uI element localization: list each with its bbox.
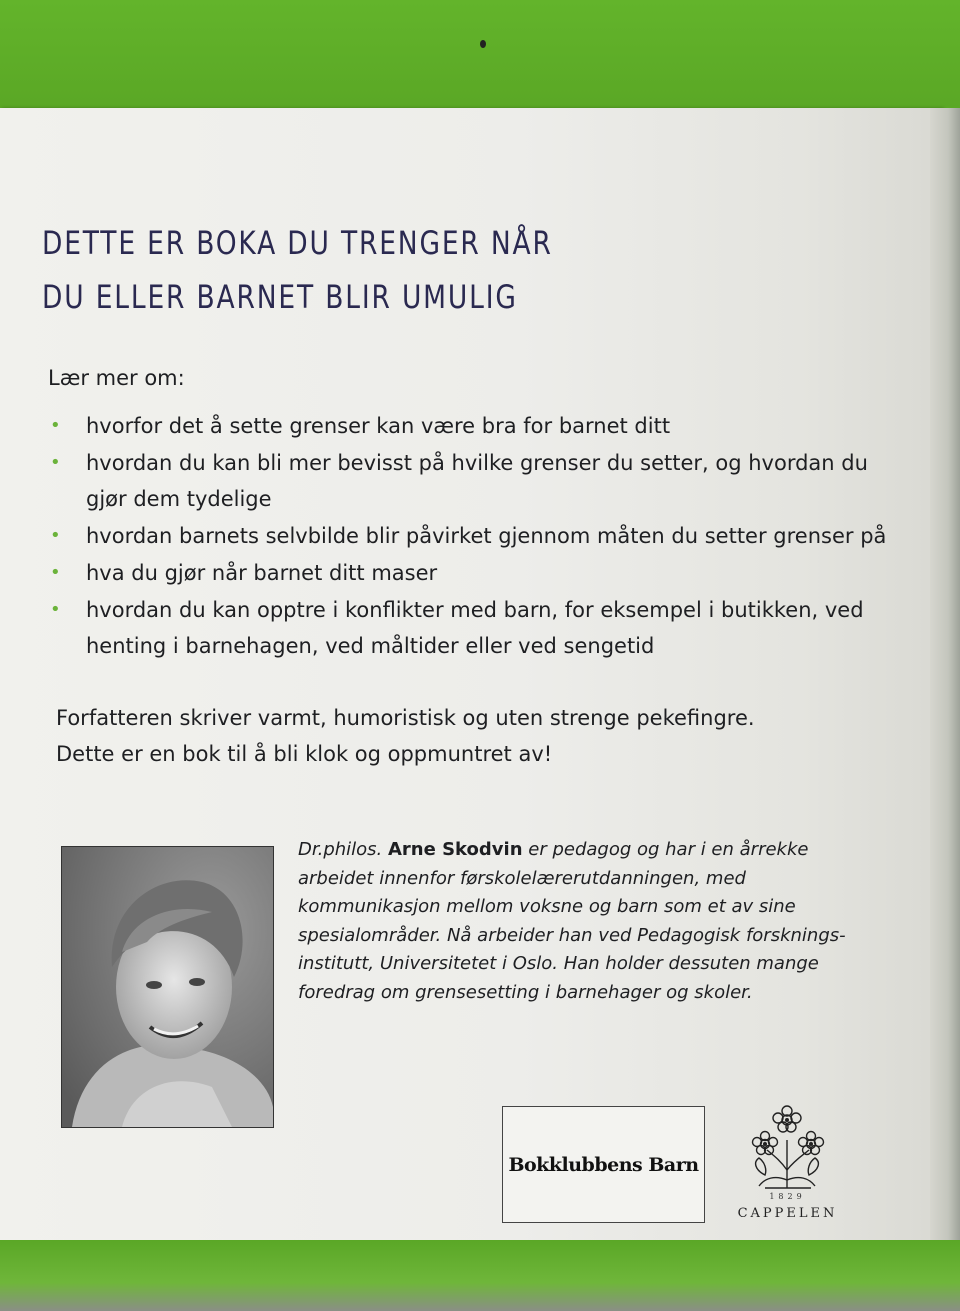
cappelen-logo xyxy=(725,1100,850,1230)
list-item: • hvorfor det å sette grenser kan være bra for barnet ditt xyxy=(50,408,910,444)
author-portrait-illustration xyxy=(62,847,273,1127)
club-logo-text: Bokklubbens Barn xyxy=(508,1153,699,1176)
list-item: • hvordan du kan opptre i konflikter med barn, for eksempel i butikken, ved henting i barnehagen, ved måltider eller ved sengetid xyxy=(50,592,910,664)
page-edge xyxy=(930,108,960,1246)
headline-line-2: DU ELLER BARNET BLIR UMULIG xyxy=(42,278,518,316)
bio-line: arbeidet innenfor førskolelærerutdanningen, med xyxy=(298,867,746,889)
bio-line: foredrag om grensesetting i barnehager og skoler. xyxy=(298,981,753,1003)
publisher-name: CAPPELEN xyxy=(737,1206,838,1221)
author-portrait xyxy=(61,846,274,1128)
bio-line: kommunikasjon mellom voksne og barn som et av sine xyxy=(298,896,796,917)
author-name: Arne Skodvin xyxy=(388,839,523,860)
list-item: • hvordan barnets selvbilde blir påvirket gjennom måten du setter grenser på xyxy=(50,518,910,554)
headline xyxy=(42,216,612,324)
bio-line: spesialområder. Nå arbeider han ved Pedagogisk forsknings- xyxy=(298,924,846,946)
closing-line-1: Forfatteren skriver varmt, humoristisk og uten strenge pekefingre. xyxy=(56,706,755,730)
bullet-list xyxy=(50,408,910,665)
cover-green-bottom xyxy=(0,1240,960,1311)
dust-speck xyxy=(480,40,486,48)
cover-green-top xyxy=(0,0,960,112)
headline-line-1: DETTE ER BOKA DU TRENGER NÅR xyxy=(42,224,553,262)
closing-paragraph xyxy=(56,700,876,772)
list-item: • hva du gjør når barnet ditt maser xyxy=(50,555,910,591)
bio-line: er pedagog og har i en årrekke xyxy=(522,839,809,860)
author-bio xyxy=(298,836,858,1007)
cappelen-flower-icon xyxy=(725,1100,850,1192)
bio-prefix: Dr.philos. xyxy=(298,839,388,860)
intro-label: Lær mer om: xyxy=(48,366,185,390)
list-item: • hvordan du kan bli mer bevisst på hvilke grenser du setter, og hvordan du gjør dem tydelige xyxy=(50,445,910,517)
publisher-year: 1829 xyxy=(769,1192,806,1201)
bokklubbens-barn-logo xyxy=(502,1106,705,1223)
bio-line: institutt, Universitetet i Oslo. Han holder dessuten mange xyxy=(298,953,819,974)
closing-line-2: Dette er en bok til å bli klok og oppmuntret av! xyxy=(56,742,553,766)
